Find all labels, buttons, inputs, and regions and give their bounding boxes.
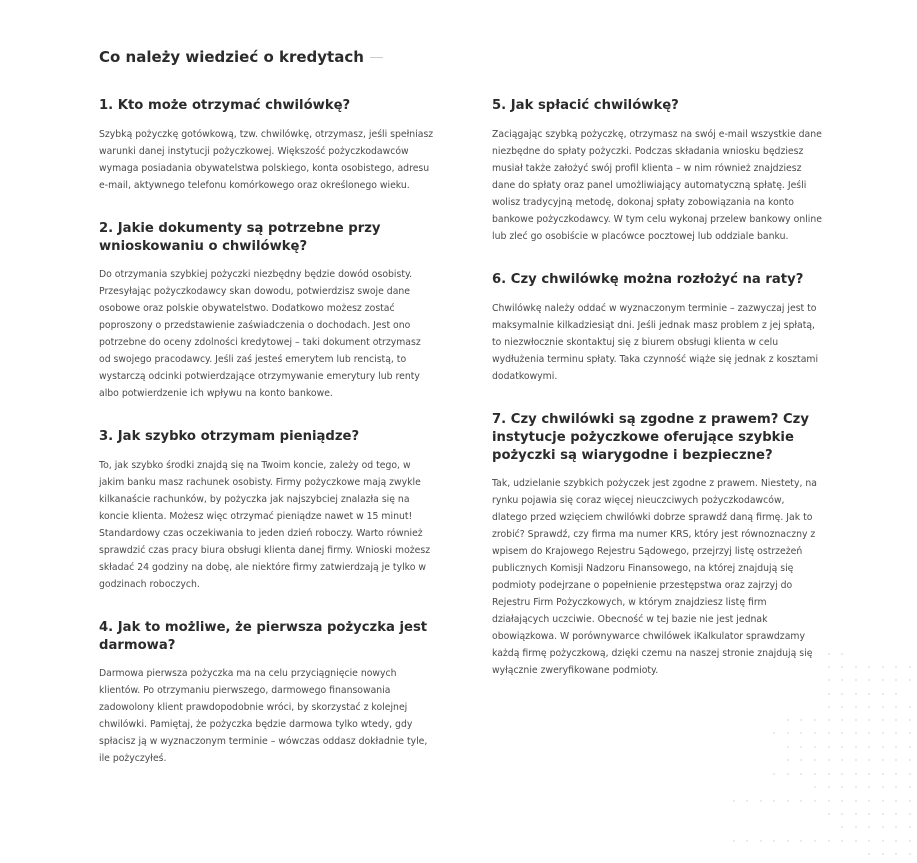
decorative-dot [841,813,843,815]
decorative-dot [909,759,911,761]
decorative-dot [800,746,802,748]
decorative-dot [800,719,802,721]
decorative-dot [855,759,857,761]
faq-question-7: 7. Czy chwilówki są zgodne z prawem? Czy instytucje pożyczkowe oferujące szybkie pożyczki są wiarygodne i bezpieczne? [492,412,809,463]
decorative-dot [855,773,857,775]
decorative-dot [800,840,802,842]
decorative-dot [868,786,870,788]
decorative-dot [828,693,830,695]
decorative-dot [909,666,911,668]
faq-answer-1: Szybką pożyczkę gotówkową, tzw. chwilówkę, otrzymasz, jeśli spełniasz warunki danej instytucji pożyczkowej. Większość pożyczkodawców wymaga posiadania obywatelstwa polskiego, konta osobistego, adresu e-mail, aktywnego telefonu komórkowego oraz określonego wieku. [99,129,434,191]
decorative-dot [828,719,830,721]
decorative-dot [855,746,857,748]
decorative-dot [868,853,870,855]
decorative-dot [841,826,843,828]
decorative-dot [841,732,843,734]
decorative-dot [773,773,775,775]
decorative-dot [814,786,816,788]
decorative-dot [868,679,870,681]
decorative-dot [882,853,884,855]
decorative-dot [855,706,857,708]
faq-answer-4: Darmowa pierwsza pożyczka ma na celu przyciągnięcie nowych klientów. Po otrzymaniu pierwszego, darmowego finansowania zadowolony klient prawdopodobnie wróci, by skorzystać z kolejnej chwilówki. Pamiętaj, że pożyczka będzie darmowa tylko wtedy, gdy spłacisz ją w wyznaczonym terminie – wówczas oddasz dokładnie tyle, ile pożyczyłeś. [99,668,428,764]
decorative-dot [868,813,870,815]
decorative-dot [800,759,802,761]
decorative-dot [828,653,830,655]
faq-column-right [492,97,822,679]
decorative-dot [787,800,789,802]
page-title [99,48,383,66]
decorative-dot [828,706,830,708]
faq-question-2: 2. Jakie dokumenty są potrzebne przy wnioskowaniu o chwilówkę? [99,221,381,254]
decorative-dot [746,840,748,842]
decorative-dot [868,693,870,695]
decorative-dot [855,826,857,828]
decorative-dot [882,840,884,842]
decorative-dot [882,666,884,668]
decorative-dot [787,773,789,775]
decorative-dot [895,813,897,815]
decorative-dot [868,666,870,668]
faq-question-5: 5. Jak spłacić chwilówkę? [492,98,679,113]
decorative-dot [868,800,870,802]
decorative-dot [746,800,748,802]
section-title-text: Co należy wiedzieć o kredytach [99,48,364,66]
decorative-dot [868,732,870,734]
decorative-dot [773,732,775,734]
decorative-dot [909,773,911,775]
faq-answer-3: To, jak szybko środki znajdą się na Twoim koncie, zależy od tego, w jakim banku masz rachunek osobisty. Firmy pożyczkowe mają zwykle kilkanaście rachunków, by pożyczka jak najszybciej znalazła się na koncie klienta. Możesz więc otrzymać pieniądze nawet w 15 minut! Standardowy czas oczekiwania to jeden dzień roboczy. Warto również sprawdzić czas pracy biura obsługi klienta danej firmy. Wnioski możesz składać 24 godziny na dobę, ale niektóre firmy zatwierdzają je tylko w godzinach roboczych. [99,460,431,590]
faq-item-3 [99,428,434,593]
decorative-dot [895,679,897,681]
faq-question-4: 4. Jak to możliwe, że pierwsza pożyczka jest darmowa? [99,620,428,653]
decorative-dot [895,706,897,708]
decorative-dot [909,840,911,842]
faq-item-4 [99,619,434,767]
faq-column-left [99,97,434,767]
decorative-dot [787,732,789,734]
decorative-dot [787,840,789,842]
decorative-dot [828,773,830,775]
decorative-dot [868,719,870,721]
decorative-dot [814,773,816,775]
decorative-dot [882,813,884,815]
decorative-dot [855,666,857,668]
decorative-dot [814,800,816,802]
faq-answer-5: Zaciągając szybką pożyczkę, otrzymasz na swój e-mail wszystkie dane niezbędne do spłaty pożyczki. Podczas składania wniosku będziesz musiał także założyć swój profil klienta – w nim również znajdziesz dane do spłaty oraz panel umożliwiający automatyczną spłatę. Jeśli wolisz tradycyjną metodę, dokonaj spłaty zobowiązania na konto bankowe pożyczkodawcy. W tym celu wykonaj przelew bankowy online lub zleć go osobiście w placówce pocztowej lub oddziale banku. [492,129,822,242]
decorative-dot [828,786,830,788]
decorative-dot [868,746,870,748]
decorative-dot [828,746,830,748]
decorative-dot [895,732,897,734]
decorative-dot [828,759,830,761]
decorative-dot [868,706,870,708]
decorative-dot [855,813,857,815]
decorative-dot [868,826,870,828]
decorative-dot [787,746,789,748]
faq-answer-7: Tak, udzielanie szybkich pożyczek jest zgodne z prawem. Niestety, na rynku pojawia się coraz więcej nieuczciwych pożyczkodawców, dlatego przed wzięciem chwilówki dobrze sprawdź daną firmę. Jak to zrobić? Sprawdź, czy firma ma numer KRS, który jest równoznaczny z wpisem do Krajowego Rejestru Sądowego, przejrzyj listę ostrzeżeń publicznych Komisji Nadzoru Finansowego, na której znajdują się podmioty podejrzane o popełnienie przestępstwa oraz zajrzyj do Rejestru Firm Pożyczkowych, w którym znajdziesz listę firm działających uczciwie. Obecność w tej bazie nie jest jednak obowiązkowa. W porównywarce chwilówek iKalkulator sprawdzamy każdą firmę pożyczkową, dzięki czemu na naszej stronie znajdują się wyłącznie zweryfikowane podmioty. [492,478,817,676]
decorative-dot [841,706,843,708]
decorative-dot [882,773,884,775]
decorative-dot [895,840,897,842]
decorative-dot [733,840,735,842]
decorative-dot [800,773,802,775]
decorative-dot [828,732,830,734]
decorative-dot [841,786,843,788]
decorative-dot [814,732,816,734]
decorative-dot [760,800,762,802]
decorative-dot [800,800,802,802]
title-decoration-line [370,57,383,58]
decorative-dot [828,679,830,681]
decorative-dot [882,706,884,708]
decorative-dot [909,786,911,788]
decorative-dot [882,679,884,681]
decorative-dot [895,853,897,855]
decorative-dot [909,706,911,708]
decorative-dot [895,719,897,721]
decorative-dot [909,719,911,721]
decorative-dot [841,719,843,721]
decorative-dot [895,666,897,668]
decorative-dot [814,840,816,842]
decorative-dot [855,693,857,695]
faq-item-1 [99,97,434,194]
decorative-dot [828,813,830,815]
decorative-dot [895,826,897,828]
faq-question-1: 1. Kto może otrzymać chwilówkę? [99,98,351,113]
decorative-dot [868,759,870,761]
decorative-dot [895,759,897,761]
decorative-dot [909,746,911,748]
decorative-dot [868,773,870,775]
faq-item-6 [492,271,822,385]
decorative-dot [733,800,735,802]
decorative-dot [855,732,857,734]
decorative-dot [841,746,843,748]
decorative-dot [855,786,857,788]
decorative-dot [773,800,775,802]
decorative-dot [909,732,911,734]
decorative-dot [882,732,884,734]
faq-question-3: 3. Jak szybko otrzymam pieniądze? [99,429,360,444]
decorative-dot [855,719,857,721]
decorative-dot [841,759,843,761]
decorative-dot [895,693,897,695]
decorative-dot [828,666,830,668]
decorative-dot [909,853,911,855]
decorative-dot [895,800,897,802]
decorative-dot [773,840,775,842]
decorative-dot [882,826,884,828]
decorative-dot [841,773,843,775]
decorative-dot [841,693,843,695]
decorative-dot [814,759,816,761]
decorative-dot [882,746,884,748]
decorative-dot [760,840,762,842]
faq-item-2 [99,220,434,402]
decorative-dot [855,840,857,842]
decorative-dot [909,813,911,815]
decorative-dot [909,800,911,802]
decorative-dot [841,666,843,668]
faq-answer-6: Chwilówkę należy oddać w wyznaczonym terminie – zazwyczaj jest to maksymalnie kilkadziesiąt dni. Jeśli jednak masz problem z jej spłatą, to niezwłocznie skontaktuj się z biurem obsługi klienta w celu wydłużenia terminu spłaty. Taka czynność wiąże się jednak z kosztami dodatkowymi. [492,303,819,382]
decorative-dot [855,679,857,681]
decorative-dot [895,786,897,788]
faq-item-7 [492,411,822,679]
decorative-dot [787,719,789,721]
decorative-dot [909,679,911,681]
decorative-dot [882,693,884,695]
decorative-dot [814,746,816,748]
decorative-dot [800,732,802,734]
faq-answer-2: Do otrzymania szybkiej pożyczki niezbędny będzie dowód osobisty. Przesyłając pożyczkodawcy skan dowodu, potwierdzisz swoje dane osobowe oraz polskie obywatelstwo. Dodatkowo możesz zostać poproszony o przedstawienie zaświadczenia o dochodach. Jest ono potrzebne do oceny zdolności kredytowej – taki dokument otrzymasz od swojego pracodawcy. Jeśli zaś jesteś emerytem lub rencistą, to wystarczą odcinki potwierdzające otrzymywanie emerytury lub renty albo potwierdzenie ich wpływu na konto bankowe. [99,269,421,399]
decorative-dot [868,840,870,842]
decorative-dot [855,800,857,802]
faq-question-6: 6. Czy chwilówkę można rozłożyć na raty? [492,272,804,287]
decorative-dot [909,826,911,828]
decorative-dot [895,773,897,775]
decorative-dot [841,679,843,681]
decorative-dot [882,719,884,721]
decorative-dot [882,759,884,761]
decorative-dot [882,786,884,788]
decorative-dot [828,800,830,802]
decorative-dot [895,746,897,748]
decorative-dot [882,800,884,802]
faq-item-5 [492,97,822,245]
decorative-dot [814,719,816,721]
decorative-dot [841,653,843,655]
decorative-dot [828,840,830,842]
decorative-dot [841,840,843,842]
decorative-dot [841,800,843,802]
decorative-dot [787,759,789,761]
